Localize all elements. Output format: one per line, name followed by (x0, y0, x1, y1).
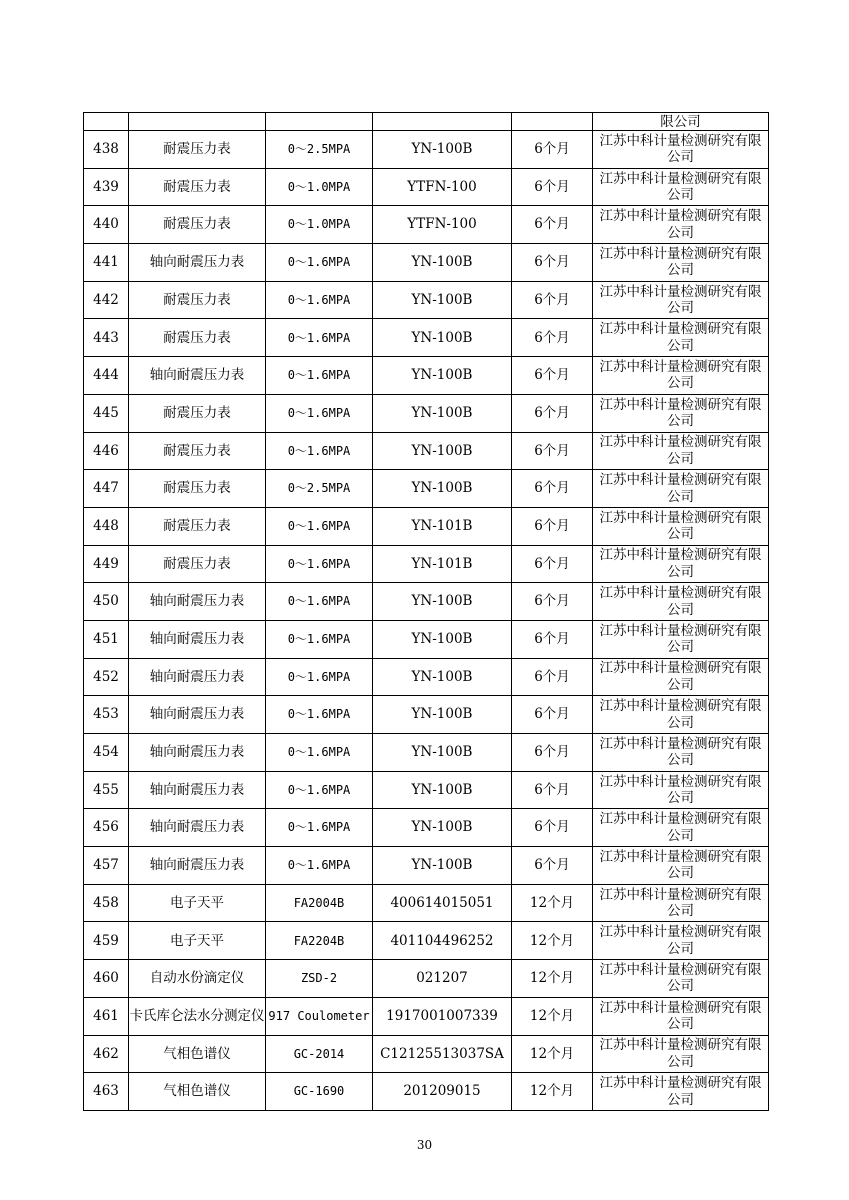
cell-spec: 0～1.6MPA (266, 319, 373, 357)
cell-org: 江苏中科计量检测研究有限公司 (593, 1035, 769, 1073)
cell-org: 江苏中科计量检测研究有限公司 (593, 620, 769, 658)
cell-cycle: 12个月 (512, 922, 593, 960)
cell-name: 耐震压力表 (129, 281, 266, 319)
cell-org: 江苏中科计量检测研究有限公司 (593, 319, 769, 357)
cell-org: 江苏中科计量检测研究有限公司 (593, 922, 769, 960)
table-row (84, 168, 769, 206)
cell-spec: FA2204B (266, 922, 373, 960)
cell-cycle: 6个月 (512, 131, 593, 169)
cell-org: 江苏中科计量检测研究有限公司 (593, 470, 769, 508)
cell-spec: 0～1.6MPA (266, 394, 373, 432)
cell-no: 450 (84, 583, 129, 621)
cell-model: YN-100B (373, 244, 512, 282)
cell-name: 耐震压力表 (129, 470, 266, 508)
cell-cycle: 6个月 (512, 620, 593, 658)
cell-cycle: 6个月 (512, 432, 593, 470)
table-row (84, 319, 769, 357)
cell-model: YN-100B (373, 357, 512, 395)
cell-spec: 0～1.6MPA (266, 432, 373, 470)
table-row (84, 394, 769, 432)
cell-model: YN-100B (373, 809, 512, 847)
cell-spec: 0～1.6MPA (266, 771, 373, 809)
cell-model: YN-100B (373, 847, 512, 885)
table-row (84, 507, 769, 545)
cell-no: 461 (84, 997, 129, 1035)
cell-name: 耐震压力表 (129, 168, 266, 206)
cell-model (373, 113, 512, 131)
cell-name: 轴向耐震压力表 (129, 620, 266, 658)
cell-name: 轴向耐震压力表 (129, 809, 266, 847)
cell-spec: FA2004B (266, 884, 373, 922)
cell-no: 445 (84, 394, 129, 432)
cell-spec: 0～1.6MPA (266, 847, 373, 885)
cell-model: YN-100B (373, 470, 512, 508)
cell-name: 耐震压力表 (129, 206, 266, 244)
cell-no: 440 (84, 206, 129, 244)
cell-no: 449 (84, 545, 129, 583)
cell-spec: 0～1.6MPA (266, 583, 373, 621)
cell-spec: GC-1690 (266, 1073, 373, 1111)
cell-name: 耐震压力表 (129, 394, 266, 432)
cell-cycle: 12个月 (512, 1073, 593, 1111)
table-row (84, 1035, 769, 1073)
cell-model: YN-100B (373, 394, 512, 432)
cell-spec (266, 113, 373, 131)
cell-org: 限公司 (593, 113, 769, 131)
cell-no: 463 (84, 1073, 129, 1111)
equipment-table (83, 112, 769, 1111)
cell-model: YN-100B (373, 658, 512, 696)
cell-name: 耐震压力表 (129, 319, 266, 357)
cell-no: 451 (84, 620, 129, 658)
cell-model: YN-100B (373, 281, 512, 319)
cell-org: 江苏中科计量检测研究有限公司 (593, 281, 769, 319)
cell-spec: 0～1.6MPA (266, 696, 373, 734)
cell-cycle: 6个月 (512, 394, 593, 432)
table-row (84, 432, 769, 470)
cell-cycle: 6个月 (512, 319, 593, 357)
cell-no: 459 (84, 922, 129, 960)
table-row (84, 847, 769, 885)
cell-spec: GC-2014 (266, 1035, 373, 1073)
cell-model: 400614015051 (373, 884, 512, 922)
cell-name: 轴向耐震压力表 (129, 771, 266, 809)
cell-name: 轴向耐震压力表 (129, 658, 266, 696)
cell-spec: 0～1.0MPA (266, 206, 373, 244)
cell-cycle: 6个月 (512, 357, 593, 395)
table-row (84, 357, 769, 395)
cell-name: 轴向耐震压力表 (129, 847, 266, 885)
cell-org: 江苏中科计量检测研究有限公司 (593, 206, 769, 244)
table-row (84, 583, 769, 621)
cell-name: 电子天平 (129, 922, 266, 960)
cell-org: 江苏中科计量检测研究有限公司 (593, 168, 769, 206)
cell-no: 438 (84, 131, 129, 169)
cell-spec: ZSD-2 (266, 960, 373, 998)
cell-name: 耐震压力表 (129, 507, 266, 545)
cell-name: 耐震压力表 (129, 131, 266, 169)
cell-no: 442 (84, 281, 129, 319)
cell-no: 456 (84, 809, 129, 847)
cell-org: 江苏中科计量检测研究有限公司 (593, 734, 769, 772)
cell-cycle: 6个月 (512, 847, 593, 885)
cell-name: 自动水份滴定仪 (129, 960, 266, 998)
cell-model: 401104496252 (373, 922, 512, 960)
cell-no: 446 (84, 432, 129, 470)
cell-name: 轴向耐震压力表 (129, 696, 266, 734)
cell-no: 441 (84, 244, 129, 282)
cell-org: 江苏中科计量检测研究有限公司 (593, 432, 769, 470)
cell-org: 江苏中科计量检测研究有限公司 (593, 696, 769, 734)
cell-org: 江苏中科计量检测研究有限公司 (593, 771, 769, 809)
table-row (84, 470, 769, 508)
cell-model: YN-100B (373, 319, 512, 357)
table-row (84, 658, 769, 696)
cell-org: 江苏中科计量检测研究有限公司 (593, 1073, 769, 1111)
cell-model: YTFN-100 (373, 168, 512, 206)
cell-org: 江苏中科计量检测研究有限公司 (593, 507, 769, 545)
cell-no: 457 (84, 847, 129, 885)
cell-cycle: 6个月 (512, 281, 593, 319)
cell-name: 卡氏库仑法水分测定仪 (129, 997, 266, 1035)
cell-name: 耐震压力表 (129, 545, 266, 583)
cell-cycle: 12个月 (512, 960, 593, 998)
cell-name: 轴向耐震压力表 (129, 583, 266, 621)
table-row (84, 960, 769, 998)
cell-no: 455 (84, 771, 129, 809)
page-number: 30 (416, 1138, 433, 1152)
cell-cycle: 12个月 (512, 884, 593, 922)
cell-no: 460 (84, 960, 129, 998)
table-row (84, 734, 769, 772)
cell-org: 江苏中科计量检测研究有限公司 (593, 847, 769, 885)
cell-model: 1917001007339 (373, 997, 512, 1035)
cell-model: YN-100B (373, 131, 512, 169)
cell-name: 气相色谱仪 (129, 1035, 266, 1073)
table-row (84, 281, 769, 319)
cell-no: 443 (84, 319, 129, 357)
table-row (84, 244, 769, 282)
cell-model: YN-100B (373, 620, 512, 658)
cell-org: 江苏中科计量检测研究有限公司 (593, 809, 769, 847)
cell-no: 458 (84, 884, 129, 922)
cell-org: 江苏中科计量检测研究有限公司 (593, 997, 769, 1035)
cell-cycle: 6个月 (512, 545, 593, 583)
cell-model: C12125513037SA (373, 1035, 512, 1073)
cell-cycle: 12个月 (512, 1035, 593, 1073)
cell-spec: 0～1.6MPA (266, 734, 373, 772)
cell-no: 452 (84, 658, 129, 696)
cell-cycle: 6个月 (512, 583, 593, 621)
cell-name: 轴向耐震压力表 (129, 734, 266, 772)
cell-org: 江苏中科计量检测研究有限公司 (593, 131, 769, 169)
cell-spec: 917 Coulometer (266, 997, 373, 1035)
cell-no: 448 (84, 507, 129, 545)
cell-spec: 0～1.6MPA (266, 809, 373, 847)
cell-org: 江苏中科计量检测研究有限公司 (593, 394, 769, 432)
cell-spec: 0～1.6MPA (266, 620, 373, 658)
cell-cycle: 6个月 (512, 809, 593, 847)
cell-cycle: 6个月 (512, 507, 593, 545)
table-row (84, 922, 769, 960)
cell-org: 江苏中科计量检测研究有限公司 (593, 960, 769, 998)
cell-no: 453 (84, 696, 129, 734)
cell-no (84, 113, 129, 131)
cell-cycle: 6个月 (512, 771, 593, 809)
equipment-table-body (84, 113, 769, 1111)
cell-org: 江苏中科计量检测研究有限公司 (593, 884, 769, 922)
cell-no: 447 (84, 470, 129, 508)
cell-name: 电子天平 (129, 884, 266, 922)
cell-cycle: 6个月 (512, 244, 593, 282)
table-row (84, 884, 769, 922)
cell-model: YN-100B (373, 696, 512, 734)
cell-model: YN-101B (373, 545, 512, 583)
cell-cycle: 6个月 (512, 168, 593, 206)
cell-cycle: 12个月 (512, 997, 593, 1035)
cell-model: YN-100B (373, 771, 512, 809)
cell-cycle (512, 113, 593, 131)
cell-name: 气相色谱仪 (129, 1073, 266, 1111)
cell-spec: 0～1.6MPA (266, 357, 373, 395)
cell-org: 江苏中科计量检测研究有限公司 (593, 244, 769, 282)
table-row (84, 206, 769, 244)
cell-spec: 0～1.6MPA (266, 658, 373, 696)
cell-spec: 0～2.5MPA (266, 470, 373, 508)
cell-spec: 0～1.6MPA (266, 545, 373, 583)
cell-cycle: 6个月 (512, 734, 593, 772)
cell-spec: 0～2.5MPA (266, 131, 373, 169)
table-row (84, 771, 769, 809)
cell-cycle: 6个月 (512, 696, 593, 734)
cell-spec: 0～1.6MPA (266, 507, 373, 545)
cell-org: 江苏中科计量检测研究有限公司 (593, 545, 769, 583)
cell-cycle: 6个月 (512, 470, 593, 508)
table-row (84, 997, 769, 1035)
cell-model: YN-100B (373, 583, 512, 621)
cell-model: YN-101B (373, 507, 512, 545)
cell-name: 轴向耐震压力表 (129, 357, 266, 395)
cell-model: YN-100B (373, 432, 512, 470)
cell-no: 454 (84, 734, 129, 772)
cell-name: 耐震压力表 (129, 432, 266, 470)
cell-spec: 0～1.6MPA (266, 244, 373, 282)
cell-org: 江苏中科计量检测研究有限公司 (593, 583, 769, 621)
cell-no: 439 (84, 168, 129, 206)
cell-cycle: 6个月 (512, 206, 593, 244)
table-row (84, 545, 769, 583)
table-row (84, 696, 769, 734)
cell-model: YN-100B (373, 734, 512, 772)
continued-row (84, 113, 769, 131)
cell-model: 201209015 (373, 1073, 512, 1111)
table-row (84, 809, 769, 847)
cell-model: 021207 (373, 960, 512, 998)
cell-no: 444 (84, 357, 129, 395)
table-row (84, 131, 769, 169)
cell-name (129, 113, 266, 131)
cell-cycle: 6个月 (512, 658, 593, 696)
cell-model: YTFN-100 (373, 206, 512, 244)
cell-no: 462 (84, 1035, 129, 1073)
cell-name: 轴向耐震压力表 (129, 244, 266, 282)
cell-org: 江苏中科计量检测研究有限公司 (593, 357, 769, 395)
table-row (84, 620, 769, 658)
table-row (84, 1073, 769, 1111)
cell-spec: 0～1.6MPA (266, 281, 373, 319)
cell-spec: 0～1.0MPA (266, 168, 373, 206)
cell-org: 江苏中科计量检测研究有限公司 (593, 658, 769, 696)
